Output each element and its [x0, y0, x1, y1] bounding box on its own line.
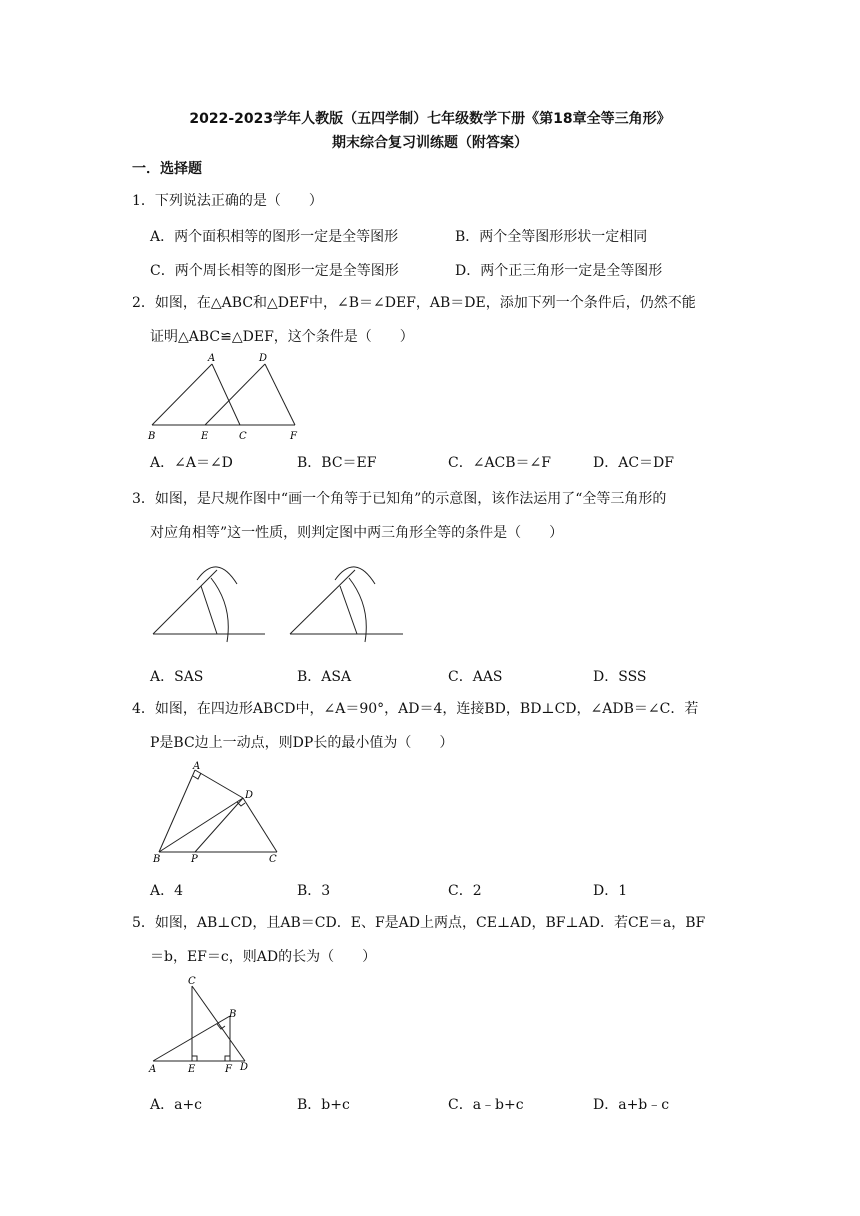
q4-option-a: A．4	[150, 883, 184, 899]
q5-option-d: D．a+b﹣c	[593, 1097, 670, 1113]
question-4-cont: P是BC边上一动点，则DP长的最小值为（ ）	[150, 735, 454, 751]
question-2-cont: 证明△ABC≌△DEF，这个条件是（ ）	[150, 329, 414, 345]
q4-label-d: D	[245, 790, 254, 801]
question-4	[132, 692, 732, 760]
q3-option-d: D．SSS	[593, 669, 647, 685]
q2-label-b: B	[148, 431, 156, 442]
q4-label-b: B	[153, 854, 161, 865]
q4-option-c: C．2	[448, 883, 482, 899]
q4-option-b: B．3	[297, 883, 331, 899]
q3-option-b: B．ASA	[297, 669, 352, 685]
q5-perpendicular-figure	[145, 972, 260, 1077]
doc-title-line1: 2022-2023学年人教版（五四学制）七年级数学下册《第18章全等三角形》	[189, 111, 671, 127]
q5-option-b: B．b+c	[297, 1097, 350, 1113]
q4-quadrilateral-figure	[145, 760, 285, 865]
q5-label-d: D	[240, 1062, 249, 1073]
question-5-stem: 5．如图，AB⊥CD，且AB＝CD．E、F是AD上两点，CE⊥AD，BF⊥AD．若CE＝a，BF	[132, 915, 706, 931]
q3-option-c: C．AAS	[448, 669, 503, 685]
q5-label-c: C	[188, 976, 196, 987]
q5-label-e: E	[188, 1064, 196, 1075]
section-heading: 一．选择题	[132, 161, 202, 177]
question-3	[132, 482, 732, 550]
q3-option-a: A．SAS	[150, 669, 204, 685]
q2-label-e: E	[201, 431, 209, 442]
question-1	[132, 184, 732, 218]
q2-option-c: C．∠ACB＝∠F	[448, 455, 551, 471]
q1-option-d: D．两个正三角形一定是全等图形	[455, 263, 663, 279]
q2-triangles-figure	[140, 350, 310, 445]
q2-option-a: A．∠A＝∠D	[150, 455, 233, 471]
question-5	[132, 906, 732, 974]
question-4-stem: 4．如图，在四边形ABCD中，∠A＝90°，AD＝4，连接BD，BD⊥CD，∠ADB＝∠C．若	[132, 701, 699, 717]
q3-compass-construction-figure	[145, 550, 415, 650]
question-1-stem: 1．下列说法正确的是（ ）	[132, 193, 323, 209]
q4-label-c: C	[269, 854, 277, 865]
question-2	[132, 286, 732, 354]
q2-option-d: D．AC＝DF	[593, 455, 674, 471]
q5-option-c: C．a﹣b+c	[448, 1097, 524, 1113]
q4-label-a: A	[193, 761, 201, 772]
question-2-stem: 2．如图，在△ABC和△DEF中，∠B＝∠DEF，AB＝DE，添加下列一个条件后，仍然不能	[132, 295, 696, 311]
question-3-stem: 3．如图，是尺规作图中“画一个角等于已知角”的示意图，该作法运用了“全等三角形的	[132, 491, 667, 507]
q5-label-f: F	[225, 1064, 232, 1075]
question-5-cont: ＝b，EF＝c，则AD的长为（ ）	[150, 949, 377, 965]
q2-label-c: C	[239, 431, 247, 442]
q1-option-c: C．两个周长相等的图形一定是全等图形	[150, 263, 399, 279]
q2-label-f: F	[290, 431, 297, 442]
q1-option-a: A．两个面积相等的图形一定是全等图形	[150, 229, 399, 245]
q1-option-b: B．两个全等图形形状一定相同	[455, 229, 648, 245]
doc-title-line2: 期末综合复习训练题（附答案）	[332, 135, 528, 151]
q4-option-d: D．1	[593, 883, 628, 899]
q5-label-b: B	[229, 1009, 237, 1020]
q2-option-b: B．BC＝EF	[297, 455, 377, 471]
q5-label-a: A	[149, 1064, 157, 1075]
q5-option-a: A．a+c	[150, 1097, 203, 1113]
q4-label-p: P	[191, 854, 198, 865]
question-3-cont: 对应角相等”这一性质，则判定图中两三角形全等的条件是（ ）	[150, 525, 564, 541]
q2-label-d: D	[259, 353, 268, 364]
q2-label-a: A	[208, 353, 216, 364]
